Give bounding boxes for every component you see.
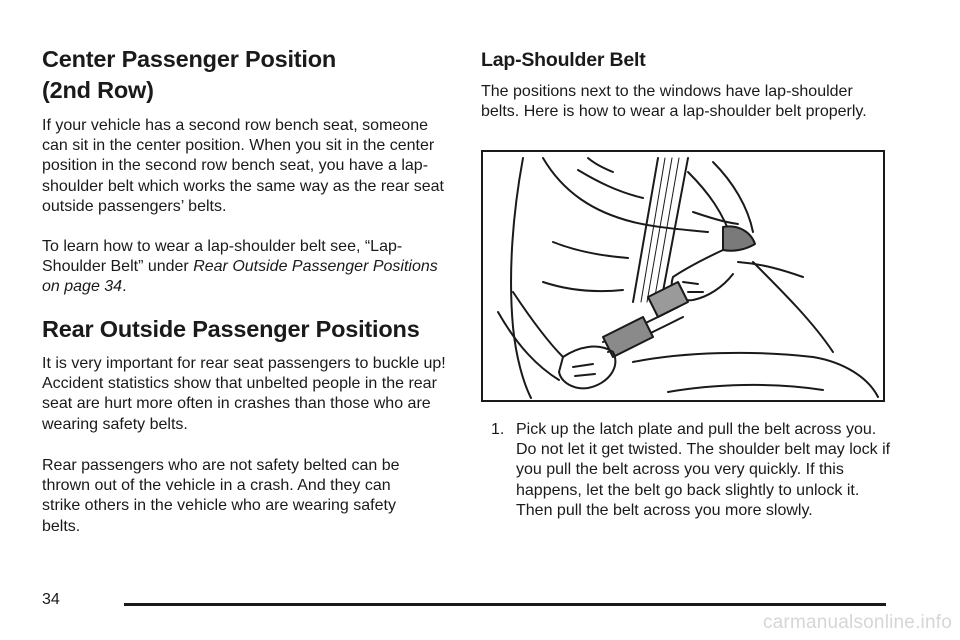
watermark: carmanualsonline.info bbox=[762, 612, 952, 633]
step-1 bbox=[491, 420, 891, 521]
learn-more-tail: . bbox=[122, 278, 127, 296]
person-buckling-belt-drawing bbox=[483, 152, 883, 400]
heading-center-passenger: Center Passenger Position (2nd Row) bbox=[42, 46, 337, 103]
paragraph-thrown-out: Rear passengers who are not safety belted can be thrown out of the vehicle in a crash. And they can strike others in the vehicle who are wearing safety belts. bbox=[42, 457, 400, 535]
paragraph-lap-shoulder-intro: The positions next to the windows have lap-shoulder belts. Here is how to wear a lap-shoulder belt properly. bbox=[481, 83, 867, 121]
step-number: 1. bbox=[491, 421, 505, 438]
seat-belt-illustration bbox=[481, 150, 885, 402]
heading-lap-shoulder-belt: Lap-Shoulder Belt bbox=[481, 49, 646, 71]
paragraph-buckle-up: It is very important for rear seat passengers to buckle up! Accident statistics show that unbelted people in the rear seat are hurt more often in crashes than those who are wearing safety belts. bbox=[42, 355, 446, 433]
learn-more-lead: To learn how to wear a lap-shoulder belt see, “Lap-Shoulder Belt” under bbox=[42, 238, 403, 276]
heading-rear-outside: Rear Outside Passenger Positions bbox=[42, 316, 420, 342]
rear-outside-reference-link[interactable]: Rear Outside Passenger Positions on page 34 bbox=[42, 258, 438, 296]
paragraph-learn-more bbox=[42, 237, 447, 298]
page-number: 34 bbox=[42, 591, 60, 608]
step-text: Pick up the latch plate and pull the belt across you. Do not let it get twisted. The shoulder belt may lock if you pull the belt across you very quickly. If this happens, let the belt go back slightly to unlock it. Then pull the belt across you more slowly. bbox=[516, 421, 891, 519]
paragraph-center-position: If your vehicle has a second row bench seat, someone can sit in the center position. When you sit in the center position in the second row bench seat, you have a lap-shoulder belt which works the same way as the rear seat outside passengers’ belts. bbox=[42, 117, 444, 215]
footer-rule bbox=[124, 603, 886, 606]
